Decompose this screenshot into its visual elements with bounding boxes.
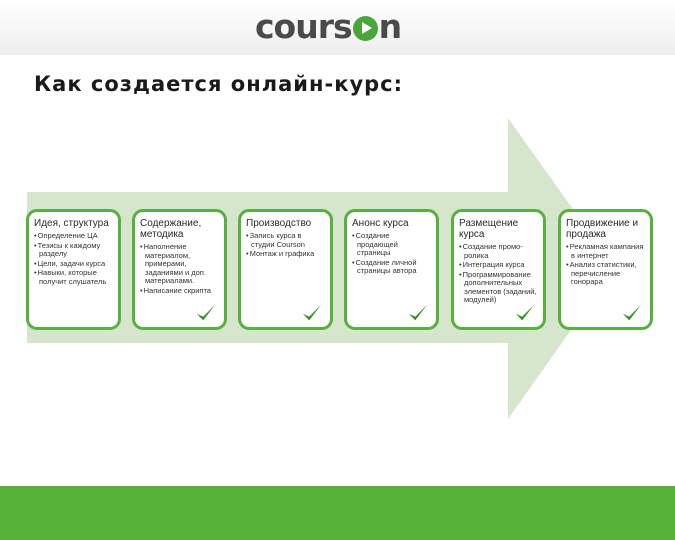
stage-item: • Создание продающей страницы: [352, 232, 432, 258]
stage-title: Производство: [246, 218, 312, 229]
stage-title: Содержание, методика: [140, 218, 202, 240]
stage-card: [451, 209, 546, 330]
stage-item: • Определение ЦА: [34, 232, 114, 241]
stage-items: [459, 243, 539, 305]
stage-title: Размещение курса: [459, 218, 519, 240]
stage-item: • Написание скрипта: [140, 287, 220, 296]
stage-item: • Цели, задачи курса: [34, 260, 114, 269]
stage-title: Идея, структура: [34, 218, 109, 229]
stage-card: [26, 209, 121, 330]
stage-items: [352, 232, 432, 276]
stage-item: • Навыки, которые получит слушатель: [34, 269, 114, 286]
stage-item: • Программирование дополнительных элементов (заданий, модулей): [459, 271, 539, 305]
logo-text-left: cours: [255, 6, 352, 46]
stage-items: [566, 243, 646, 287]
stage-card: [238, 209, 333, 330]
stage-item: • Создание личной страницы автора: [352, 259, 432, 276]
stage-items: [34, 232, 114, 286]
footer-band: [0, 486, 675, 540]
stage-item: • Монтаж и графика: [246, 250, 326, 259]
page-title: Как создается онлайн-курс:: [34, 72, 404, 96]
stage-items: [246, 232, 326, 259]
stage-item: • Создание промо-ролика: [459, 243, 539, 260]
stage-card: [132, 209, 227, 330]
stage-item: • Анализ статистики, перечисление гонорара: [566, 261, 646, 287]
stage-item: • Наполнение материалом, примерами, заданиями и доп. материалами.: [140, 243, 220, 286]
stage-card: [558, 209, 653, 330]
stage-card: [344, 209, 439, 330]
stage-item: • Тезисы к каждому разделу: [34, 242, 114, 259]
checkmark-icon: [301, 302, 323, 324]
stage-title: Продвижение и продажа: [566, 218, 639, 240]
stage-item: • Рекламная кампания в интернет: [566, 243, 646, 260]
stage-item: • Интеграция курса: [459, 261, 539, 270]
logo-text-right: n: [378, 6, 402, 46]
checkmark-icon: [621, 302, 643, 324]
checkmark-icon: [514, 302, 536, 324]
checkmark-icon: [407, 302, 429, 324]
stage-title: Анонс курса: [352, 218, 409, 229]
checkmark-icon: [195, 302, 217, 324]
stage-items: [140, 243, 220, 295]
stage-item: • Запись курса в студии Courson: [246, 232, 326, 249]
